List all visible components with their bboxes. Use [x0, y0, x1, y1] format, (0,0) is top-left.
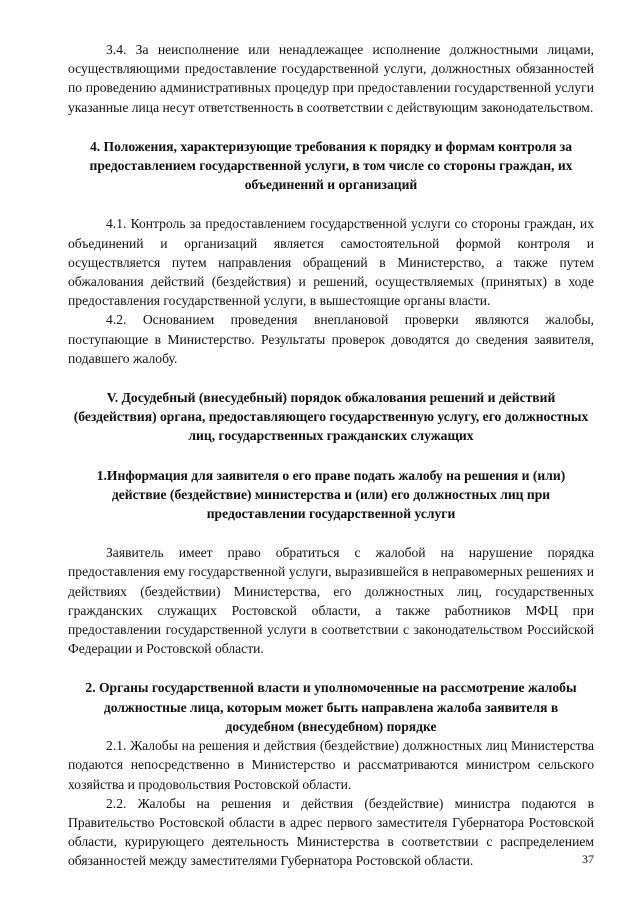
section-V-heading: V. Досудебный (внесудебный) порядок обжалования решений и действий (бездействия) органа, предоставляющего государственную услугу, его должностных лиц, государственных гражданских служащих	[73, 390, 589, 444]
paragraph-applicant-right: Заявитель имеет право обратиться с жалобой на нарушение порядка предоставления ему государственной услуги, выразившейся в неправомерных решениях и действиях (бездействии) Министерства, его должностных лиц, государственных гражданских служащих Ростовской области, а также работников МФЦ при предоставлении государственной услуги в соответствии с законодательством Российской Федерации и Ростовской области.	[68, 545, 594, 657]
page-number: 37	[582, 852, 594, 866]
paragraph-2-1: 2.1. Жалобы на решения и действия (бездействие) должностных лиц Министерства подаются непосредственно в Министерство и рассматриваются министром сельского хозяйства и продовольствия Ростовской области.	[68, 738, 594, 792]
subsection-1-heading: 1.Информация для заявителя о его праве подать жалобу на решения и (или) действие (бездействие) министерства и (или) его должностных лиц при предоставлении государственной услуги	[96, 467, 566, 522]
section-4-heading: 4. Положения, характеризующие требования к порядку и формам контроля за предоставлением государственной услуги, в том числе со стороны граждан, их объединений и организаций	[89, 138, 573, 193]
subsection-2-heading: 2. Органы государственной власти и уполномоченные на рассмотрение жалобы должностные лица, которым может быть направлена жалоба заявителя в досудебном (внесудебном) порядке	[85, 680, 577, 734]
document-page	[68, 40, 594, 871]
paragraph-4-2: 4.2. Основанием проведения внеплановой проверки являются жалобы, поступающие в Министерство. Результаты проверок доводятся до сведения заявителя, подавшего жалобу.	[68, 312, 594, 366]
paragraph-4-1: 4.1. Контроль за предоставлением государственной услуги со стороны граждан, их объединений и организаций является самостоятельной формой контроля и осуществляется путем направления обращений в Министерство, а также путем обжалования действий (бездействия) и решений, осуществляемых (принятых) в ходе предоставления государственной услуги, в вышестоящие органы власти.	[68, 216, 594, 309]
paragraph-2-2: 2.2. Жалобы на решения и действия (бездействие) министра подаются в Правительство Ростовской области в адрес первого заместителя Губернатора Ростовской области, курирующего деятельность Министерства в соответствии с распределением обязанностей между заместителями Губернатора Ростовской области.	[68, 795, 594, 869]
paragraph-3-4: 3.4. За неисполнение или ненадлежащее исполнение должностными лицами, осуществляющими предоставление государственной услуги, должностных обязанностей по проведению административных процедур при предоставлении государственной услуги указанные лица несут ответственность в соответствии с действующим законодательством.	[68, 42, 594, 115]
